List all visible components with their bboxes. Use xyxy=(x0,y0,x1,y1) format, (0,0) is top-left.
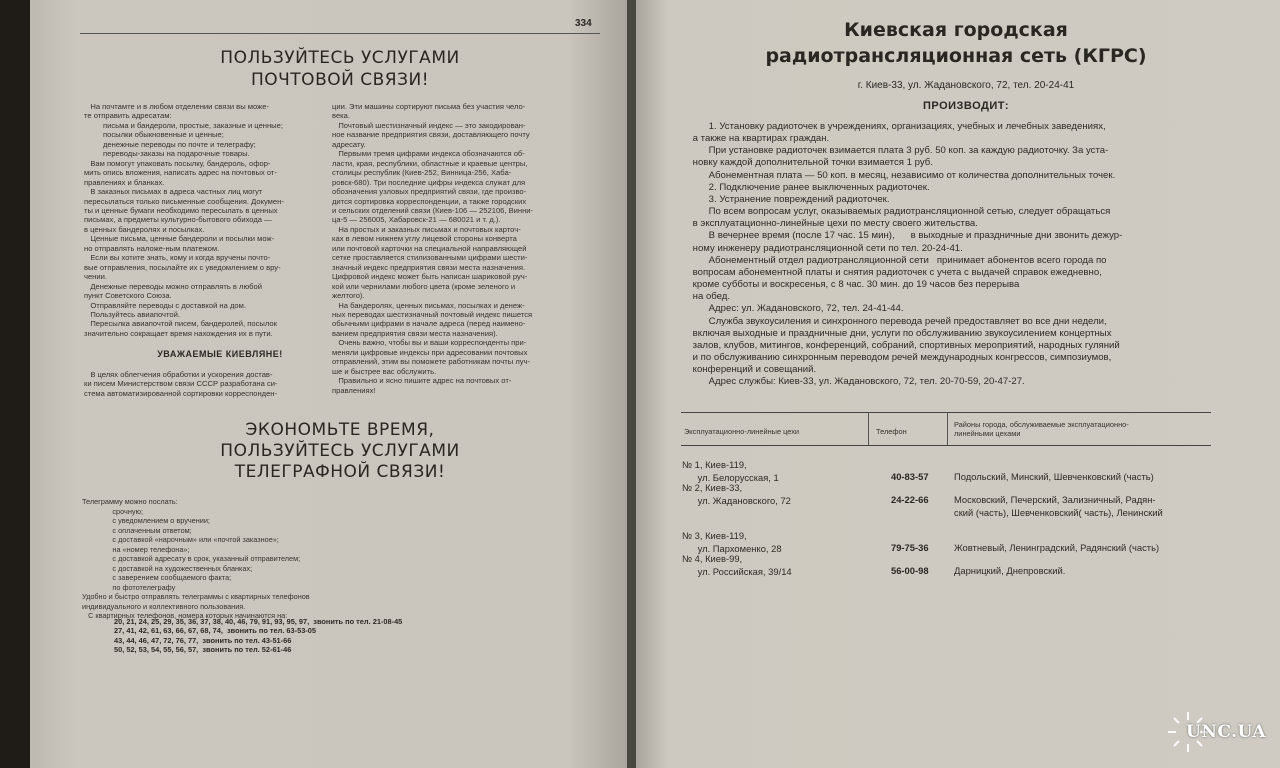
row-phone: 56-00-98 xyxy=(891,565,929,576)
table-header-shops: Эксплуатационно-линейные цехи xyxy=(684,427,800,436)
telegram-phone-list: 20, 21, 24, 25, 29, 35, 36, 37, 38, 40, 46, 79, 91, 93, 95, 97, звонить по тел. 21-08-45 27, 41, 42, 61, 63, 66, 67, 68, 74, звонить по тел. 63-53-05 43, 44, 46, 47, 72, 76, 77, звонить по тел. 43-51-66 50, 52, 53, 54, 55, 56, 57, звонить по тел. 52-61-46 xyxy=(114,617,403,654)
kgrs-body-line: в эксплуатационно-линейные цехи по месту своего жительства. xyxy=(682,218,978,230)
kgrs-title: Киевская городская радиотрансляционная сеть (КГРС) xyxy=(765,19,1147,67)
postal-text-column-1: На почтамте и в любом отделении связи вы може- те отправить адресатам: письма и бандероли, простые, заказные и ценные; посылки обыкновенные и ценные; денежные переводы по почте и телеграфу; переводы-заказы на подарочные товары. Вам помогут упаковать посылку, бандероль, офор- мить опись вложения, написать адрес на почтовых от- правлениях и бланках. В заказных письмах в адреса частных лиц могут пересылаться только письменные сообщения. Докумен- ты и ценные бумаги необходимо пересылать в ценных письмах, а предметы культурно-бытового обихода — в ценных бандеролях и посылках. Ценные письма, ценные бандероли и посылки мож- но отправлять наложе-ным платежом. Если вы хотите знать, кому и когда вручены почто- вые отправления, посылайте их с уведомлением о вру- чении. Денежные переводы можно отправлять в любой пункт Советского Союза. Отправляйте переводы с доставкой на дом. Пользуйтесь авиапочтой. Пересылка авиапочтой писем, бандеролей, посылок значительно сокращает время нахождения их в пути. xyxy=(84,102,284,338)
row-districts: Жовтневый, Ленинградский, Радянский (часть) xyxy=(954,542,1160,553)
kgrs-body-line: 1. Установку радиоточек в учреждениях, организациях, учебных и лечебных заведениях, xyxy=(682,121,1106,132)
kgrs-address: г. Киев-33, ул. Жадановского, 72, тел. 20-24-41 xyxy=(857,80,1075,91)
kgrs-body-line: новку каждой дополнительной точки взимается 1 руб. xyxy=(682,157,933,169)
kgrs-body-line: Абонементный отдел радиотрансляционной сети принимает абонентов всего города по xyxy=(682,254,1107,266)
kgrs-body-line: а также на квартирах граждан. xyxy=(682,133,830,145)
kgrs-body-line: 2. Подключение ранее выключенных радиоточек. xyxy=(682,181,930,193)
kgrs-produces-heading: ПРОИЗВОДИТ: xyxy=(922,100,1009,112)
kgrs-body-line: залов, клубов, митингов, конференций, собраний, спортивных мероприятий, народных гуляний xyxy=(682,339,1120,351)
kgrs-body-line: Адрес службы: Киев-33, ул. Жадановского, 72, тел. 20-70-59, 20-47-27. xyxy=(682,376,1025,388)
kgrs-body-line: Служба звукоусиления и синхронного перевода речей предоставляет во все дни недели, xyxy=(682,315,1107,327)
kgrs-body-line: и по обслуживанию синхронным переводом речей международных конгрессов, симпозиумов, xyxy=(682,351,1112,363)
right-page xyxy=(636,0,1280,768)
left-page xyxy=(30,0,627,768)
kgrs-body-line: В вечернее время (после 17 час. 15 мин), в выходные и праздничные дни звонить дежур- xyxy=(682,230,1123,242)
kgrs-body-line: вопросам абонементной платы и снятия радиоточек с учета с выдачей справок ежедневно, xyxy=(682,266,1102,278)
telegraph-heading: ЭКОНОМЬТЕ ВРЕМЯ, ПОЛЬЗУЙТЕСЬ УСЛУГАМИ ТЕЛЕГРАФНОЙ СВЯЗИ! xyxy=(220,420,460,482)
kgrs-body-line: Адрес: ул. Жадановского, 72, тел. 24-41-44. xyxy=(682,303,904,315)
kgrs-body-line: Абонементная плата — 50 коп. в месяц, независимо от количества дополнительных точек. xyxy=(682,169,1116,181)
row-districts: Московский, Печерский, Зализничный, Радян- ский (часть), Шевченковский( часть), Ленинский xyxy=(954,494,1163,518)
postal-text-column-1-continued: В целях облегчения обработки и ускорения достав- ки писем Министерством связи СССР разработана си- стема автоматизированной сортировки корреспонден- xyxy=(84,370,278,398)
table-divider xyxy=(947,412,948,445)
kievans-subheading: УВАЖАЕМЫЕ КИЕВЛЯНЕ! xyxy=(157,349,283,359)
table-top-rule xyxy=(681,412,1211,413)
kgrs-body-line: ному инженеру радиотрансляционной сети по тел. 20-24-41. xyxy=(682,242,963,254)
kgrs-body-line: конференций и совещаний. xyxy=(682,364,817,376)
row-phone: 40-83-57 xyxy=(891,471,929,482)
row-shop: № 3, Киев-119, ул. Пархоменко, 28 xyxy=(682,530,782,554)
telegram-options-list: Телеграмму можно послать: срочную; с уведомлением о вручении; с оплаченным ответом; с доставкой «нарочным» или «почтой заказное»; на «номер телефона»; с доставкой адресату в срок, указанный отправителем; с доставкой на художественных бланках; с заверением сообщаемого факта; по фототелеграфу Удобно и быстро отправлять телеграммы с квартирных телефонов индивидуального и коллективного пользования. С квартирных телефонов, номера которых начинаются на: xyxy=(82,497,310,620)
page-number: 334 xyxy=(575,18,592,29)
row-shop: № 2, Киев-33, ул. Жадановского, 72 xyxy=(682,482,791,506)
row-districts: Дарницкий, Днепровский. xyxy=(954,565,1066,576)
header-rule xyxy=(80,33,600,34)
table-header-rule xyxy=(681,445,1211,446)
book-gutter xyxy=(627,0,636,768)
kgrs-body-line: По всем вопросам услуг, оказываемых радиотрансляционной сетью, следует обращаться xyxy=(682,206,1111,218)
postal-text-column-2: ции. Эти машины сортируют письма без участия чело- века. Почтовый шестизначный индекс — это закодирован- ное название предприятия связи, доставляющего почту адресату. Первыми тремя цифрами индекса обозначаются об- ласти, края, республики, областные и краевые центры, столицы республик (Киев-252, Винница-256, Хаба- ровск-680). Три последние цифры индекса служат для обозначения узловых предприятий связи, где произво- дится сортировка корреспонденции, а также городских и сельских отделений связи (Киев-106 — 252106, Винни- ца-5 — 256005, Хабаровск-21 — 680021 и т. д.). На простых и заказных письмах и почтовых карточ- ках в левом нижнем углу лицевой стороны конверта или почтовой карточки на специальной направляющей сетке проставляется стилизованными цифрами шести- значный индекс предприятия связи места назначения. Цифровой индекс может быть написан шариковой руч- кой или чернилами любого цвета (кроме зеленого и желтого). На бандеролях, ценных письмах, посылках и денеж- ных переводах шестизначный почтовый индекс пишется обычными цифрами в начале адреса (перед наимено- ванием предприятия связи места назначения). Очень важно, чтобы вы и ваши корреспонденты при- меняли цифровые индексы при адресовании почтовых отправлений, этим вы поможете работникам почты луч- ше и быстрее вас обслужить. Правильно и ясно пишите адрес на почтовых от- правлениях! xyxy=(332,102,534,395)
kgrs-body-line: 3. Устранение повреждений радиоточек. xyxy=(682,193,890,205)
postal-heading: ПОЛЬЗУЙТЕСЬ УСЛУГАМИ ПОЧТОВОЙ СВЯЗИ! xyxy=(220,48,460,90)
row-phone: 24-22-66 xyxy=(891,494,929,505)
kgrs-body-line: на обед. xyxy=(682,291,731,303)
row-shop: № 1, Киев-119, ул. Белорусская, 1 xyxy=(682,459,779,483)
watermark-text: UNC.UA xyxy=(1186,722,1267,742)
kgrs-body-line: включая выходные и праздничные дни, услуги по обслуживанию звукоусилением концертных xyxy=(682,327,1112,339)
row-phone: 79-75-36 xyxy=(891,542,929,553)
kgrs-body-line: При установке радиоточек взимается плата 3 руб. 50 коп. за каждую радиоточку. За уста- xyxy=(682,145,1109,157)
table-divider xyxy=(868,412,869,445)
table-header-districts: Районы города, обслуживаемые эксплуатационно- линейными цехами xyxy=(954,420,1129,438)
kgrs-body-line: кроме субботы и воскресенья, с 8 час. 30 мин. до 19 часов без перерыва xyxy=(682,279,1020,291)
row-districts: Подольский, Минский, Шевченковский (часть) xyxy=(954,471,1154,482)
row-shop: № 4, Киев-99, ул. Российская, 39/14 xyxy=(682,553,792,577)
table-header-phone: Телефон xyxy=(876,427,907,436)
kgrs-body-text xyxy=(682,121,1232,388)
